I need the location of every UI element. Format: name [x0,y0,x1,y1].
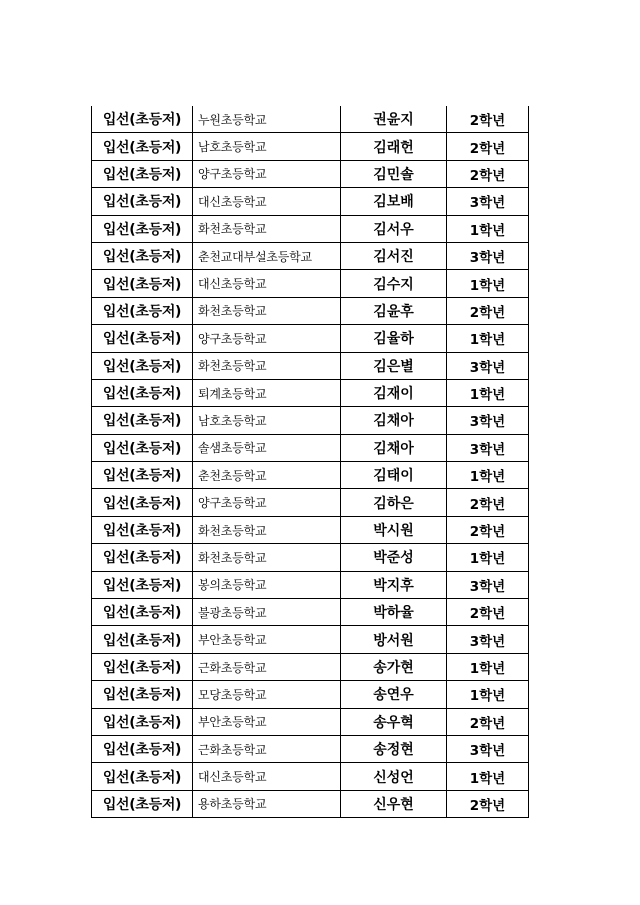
award-cell: 입선(초등저) [92,407,193,434]
student-name-cell: 권윤지 [341,106,447,133]
school-cell: 대신초등학교 [193,763,341,790]
award-cell: 입선(초등저) [92,297,193,324]
school-cell: 부안초등학교 [193,626,341,653]
student-name-cell: 김서우 [341,215,447,242]
award-cell: 입선(초등저) [92,653,193,680]
table-row [92,325,529,352]
award-cell: 입선(초등저) [92,270,193,297]
student-name-cell: 신우현 [341,790,447,817]
table-row [92,708,529,735]
award-cell: 입선(초등저) [92,188,193,215]
school-cell: 양구초등학교 [193,325,341,352]
award-cell: 입선(초등저) [92,516,193,543]
grade-cell: 1학년 [447,462,529,489]
grade-cell: 3학년 [447,352,529,379]
student-name-cell: 박하율 [341,599,447,626]
table-row [92,462,529,489]
grade-cell: 3학년 [447,571,529,598]
school-cell: 누원초등학교 [193,106,341,133]
award-cell: 입선(초등저) [92,434,193,461]
student-name-cell: 박시원 [341,516,447,543]
award-cell: 입선(초등저) [92,160,193,187]
award-cell: 입선(초등저) [92,352,193,379]
table-row [92,215,529,242]
grade-cell: 1학년 [447,325,529,352]
grade-cell: 2학년 [447,297,529,324]
school-cell: 화천초등학교 [193,544,341,571]
school-cell: 대신초등학교 [193,270,341,297]
student-name-cell: 김윤후 [341,297,447,324]
table-row [92,242,529,269]
table-row [92,763,529,790]
table-row [92,626,529,653]
table-row [92,188,529,215]
grade-cell: 2학년 [447,708,529,735]
school-cell: 솔샘초등학교 [193,434,341,461]
student-name-cell: 김하은 [341,489,447,516]
student-name-cell: 송연우 [341,681,447,708]
grade-cell: 1학년 [447,653,529,680]
school-cell: 대신초등학교 [193,188,341,215]
school-cell: 불광초등학교 [193,599,341,626]
student-name-cell: 김태이 [341,462,447,489]
grade-cell: 2학년 [447,516,529,543]
table-row [92,106,529,133]
grade-cell: 3학년 [447,626,529,653]
grade-cell: 2학년 [447,133,529,160]
student-name-cell: 김래헌 [341,133,447,160]
student-name-cell: 김채아 [341,407,447,434]
school-cell: 화천초등학교 [193,215,341,242]
award-cell: 입선(초등저) [92,735,193,762]
student-name-cell: 김채아 [341,434,447,461]
grade-cell: 3학년 [447,188,529,215]
school-cell: 근화초등학교 [193,735,341,762]
award-cell: 입선(초등저) [92,571,193,598]
school-cell: 양구초등학교 [193,489,341,516]
student-name-cell: 김율하 [341,325,447,352]
school-cell: 화천초등학교 [193,352,341,379]
table-row [92,516,529,543]
award-cell: 입선(초등저) [92,106,193,133]
grade-cell: 2학년 [447,489,529,516]
award-cell: 입선(초등저) [92,626,193,653]
student-name-cell: 박준성 [341,544,447,571]
table-row [92,599,529,626]
grade-cell: 2학년 [447,160,529,187]
award-cell: 입선(초등저) [92,379,193,406]
school-cell: 양구초등학교 [193,160,341,187]
award-cell: 입선(초등저) [92,215,193,242]
table-row [92,352,529,379]
grade-cell: 2학년 [447,599,529,626]
grade-cell: 3학년 [447,434,529,461]
table-row [92,489,529,516]
award-cell: 입선(초등저) [92,599,193,626]
school-cell: 부안초등학교 [193,708,341,735]
school-cell: 모당초등학교 [193,681,341,708]
table-row [92,434,529,461]
school-cell: 화천초등학교 [193,297,341,324]
school-cell: 남호초등학교 [193,133,341,160]
award-table-body [92,106,529,818]
table-row [92,735,529,762]
award-cell: 입선(초등저) [92,133,193,160]
school-cell: 춘천초등학교 [193,462,341,489]
school-cell: 퇴계초등학교 [193,379,341,406]
grade-cell: 1학년 [447,379,529,406]
student-name-cell: 송우혁 [341,708,447,735]
table-row [92,270,529,297]
award-cell: 입선(초등저) [92,489,193,516]
table-row [92,379,529,406]
student-name-cell: 김서진 [341,242,447,269]
table-row [92,681,529,708]
student-name-cell: 방서원 [341,626,447,653]
grade-cell: 1학년 [447,215,529,242]
table-row [92,297,529,324]
award-cell: 입선(초등저) [92,790,193,817]
table-row [92,653,529,680]
award-table [91,106,529,818]
grade-cell: 1학년 [447,270,529,297]
school-cell: 근화초등학교 [193,653,341,680]
student-name-cell: 신성언 [341,763,447,790]
student-name-cell: 송가현 [341,653,447,680]
grade-cell: 3학년 [447,242,529,269]
award-cell: 입선(초등저) [92,242,193,269]
grade-cell: 1학년 [447,763,529,790]
student-name-cell: 박지후 [341,571,447,598]
grade-cell: 3학년 [447,407,529,434]
award-cell: 입선(초등저) [92,325,193,352]
grade-cell: 2학년 [447,106,529,133]
award-cell: 입선(초등저) [92,681,193,708]
grade-cell: 3학년 [447,735,529,762]
table-row [92,160,529,187]
student-name-cell: 김재이 [341,379,447,406]
student-name-cell: 김은별 [341,352,447,379]
school-cell: 남호초등학교 [193,407,341,434]
table-row [92,790,529,817]
award-cell: 입선(초등저) [92,462,193,489]
award-cell: 입선(초등저) [92,544,193,571]
grade-cell: 1학년 [447,681,529,708]
grade-cell: 2학년 [447,790,529,817]
table-row [92,544,529,571]
student-name-cell: 송정현 [341,735,447,762]
school-cell: 화천초등학교 [193,516,341,543]
award-cell: 입선(초등저) [92,708,193,735]
school-cell: 춘천교대부설초등학교 [193,242,341,269]
student-name-cell: 김수지 [341,270,447,297]
table-row [92,571,529,598]
grade-cell: 1학년 [447,544,529,571]
table-row [92,133,529,160]
school-cell: 용하초등학교 [193,790,341,817]
student-name-cell: 김민솔 [341,160,447,187]
award-cell: 입선(초등저) [92,763,193,790]
student-name-cell: 김보배 [341,188,447,215]
table-row [92,407,529,434]
school-cell: 봉의초등학교 [193,571,341,598]
